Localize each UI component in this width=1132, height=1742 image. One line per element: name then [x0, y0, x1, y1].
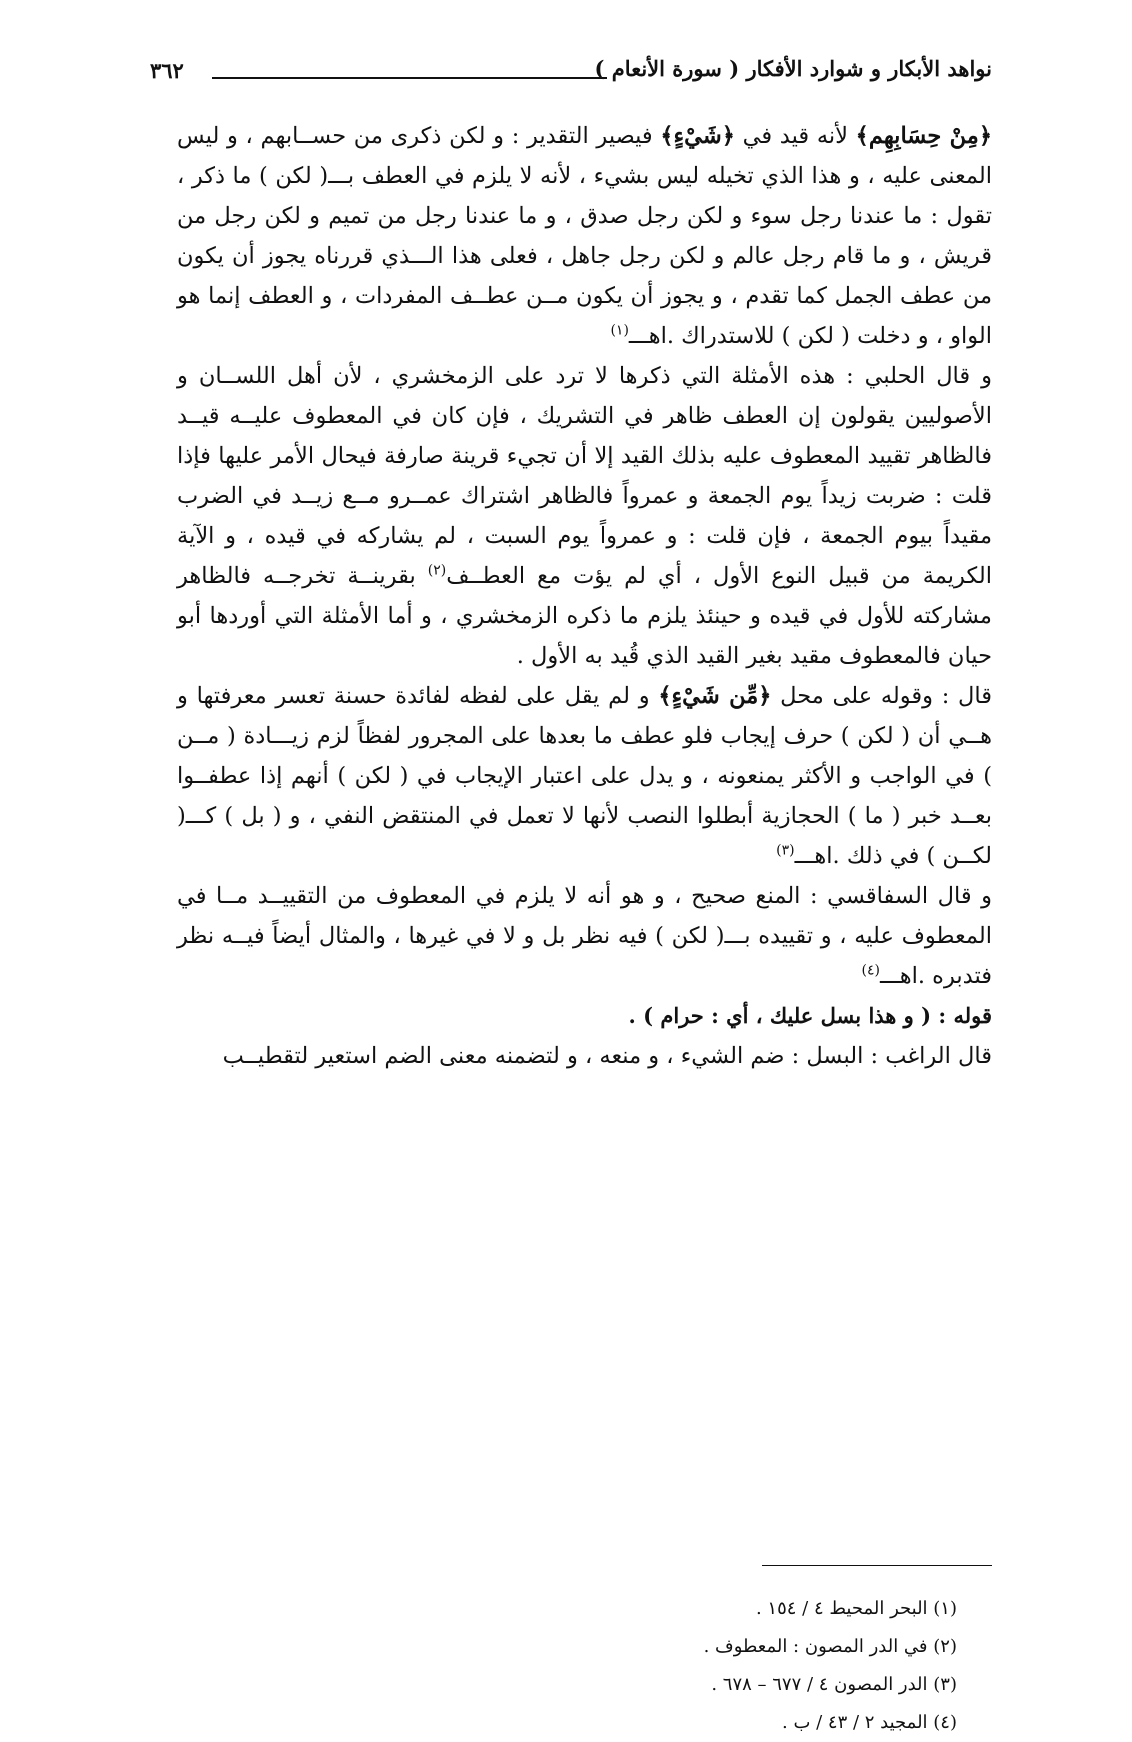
footnote-item: (١) البحر المحيط ٤ / ١٥٤ .	[755, 1598, 957, 1619]
footnotes	[457, 1590, 957, 1742]
text-segment: بقرينــة تخرجــه فالظاهر مشاركته للأول في قيده و حينئذ يلزم ما ذكره الزمخشري ، و أما الأمثلة التي أوردها أبو حيان فالمعطوف مقيد بغير القيد الذي قُيد به الأول .	[177, 563, 992, 669]
header-title: نواهد الأبكار و شوارد الأفكار ( سورة الأنعام )	[594, 56, 992, 81]
text-segment: و قال الحلبي : هذه الأمثلة التي ذكرها لا ترد على الزمخشري ، لأن أهل اللســان و الأصوليين يقولون إن العطف ظاهر في التشريك ، فإن كان في المعطوف عليــه قيــد فالظاهر تقييد المعطوف عليه بذلك القيد إلا أن تجيء قرينة صارفة فيحال الأمر عليها فإذا قلت : ضربت زيداً يوم الجمعة و عمرواً فالظاهر اشتراك عمــرو مــع زيــد في الضرب مقيداً بيوم الجمعة ، فإن قلت : و عمرواً يوم السبت ، لم يشاركه في قيده ، و الآية الكريمة من قبيل النوع الأول ، أي لم يؤت مع العطــف	[177, 363, 992, 589]
running-header	[150, 52, 992, 92]
header-rule	[212, 77, 607, 79]
text-segment: لأنه قيد في	[734, 123, 856, 149]
section-heading: قوله : ( و هذا بسل عليك ، أي : حرام ) .	[628, 1003, 992, 1028]
text-segment: و لم يقل على لفظه لفائدة حسنة تعسر معرفتها و هــي أن ( لكن ) حرف إيجاب فلو عطف ما بعدها على المجرور لفظاً لزم زيـــادة ( مــن ) في الواجب و الأكثر يمنعونه ، و يدل على اعتبار الإيجاب في ( لكن ) أنهم إذا عطفــوا بعــد خبر ( ما ) الحجازية أبطلوا النصب لأنها لا تعمل في المنتقض النفي ، و ( بل ) كـــ( لكــن ) في ذلك .اهـــ	[177, 683, 992, 869]
footnote-rule	[762, 1565, 992, 1566]
quran-quote: ﴿مِّن شَيْءٍ﴾	[658, 683, 772, 709]
paragraph-3	[177, 676, 992, 876]
footnote-item: (٢) في الدر المصون : المعطوف .	[703, 1636, 957, 1657]
main-text	[177, 116, 992, 1076]
paragraph-1	[177, 116, 992, 356]
text-segment: و قال السفاقسي : المنع صحيح ، و هو أنه لا يلزم في المعطوف من التقييــد مــا في المعطوف عليه ، و تقييده بـــ( لكن ) فيه نظر بل و لا في غيرها ، والمثال أيضاً فيــه نظر فتدبره .اهـــ	[177, 883, 992, 989]
page-number: ٣٦٢	[150, 58, 184, 83]
paragraph-5: قال الراغب : البسل : ضم الشيء ، و منعه ، و لتضمنه معنى الضم استعير لتقطيــب	[222, 1043, 992, 1069]
text-segment: فيصير التقدير : و لكن ذكرى من حســابهم ، و ليس المعنى عليه ، و هذا الذي تخيله ليس بشيء ، لأنه لا يلزم في العطف بـــ( لكن ) ما ذكر ، تقول : ما عندنا رجل سوء و لكن رجل صدق ، و ما عندنا رجل من تميم و لكن رجل من قريش ، و ما قام رجل عالم و لكن رجل جاهل ، فعلى هذا الـــذي قررناه يجوز أن يكون من عطف الجمل كما تقدم ، و يجوز أن يكون مــن عطــف المفردات ، و العطف إنما هو الواو ، و دخلت ( لكن ) للاستدراك .اهـــ	[177, 123, 992, 349]
quran-quote: ﴿مِنْ حِسَابِهِم﴾	[855, 123, 993, 149]
paragraph-2	[177, 356, 992, 676]
footnote-marker: (٤)	[861, 962, 880, 979]
footnote-item: (٣) الدر المصون ٤ / ٦٧٧ – ٦٧٨ .	[711, 1674, 957, 1695]
footnote-marker: (٣)	[776, 842, 795, 859]
footnote-marker: (١)	[610, 322, 629, 339]
paragraph-4	[177, 876, 992, 996]
footnote-item: (٤) المجيد ٢ / ٤٣ / ب .	[782, 1712, 957, 1733]
quran-quote: ﴿شَيْءٍ﴾	[660, 123, 735, 149]
text-segment: قال : وقوله على محل	[771, 683, 992, 709]
footnote-marker: (٢)	[427, 562, 447, 579]
